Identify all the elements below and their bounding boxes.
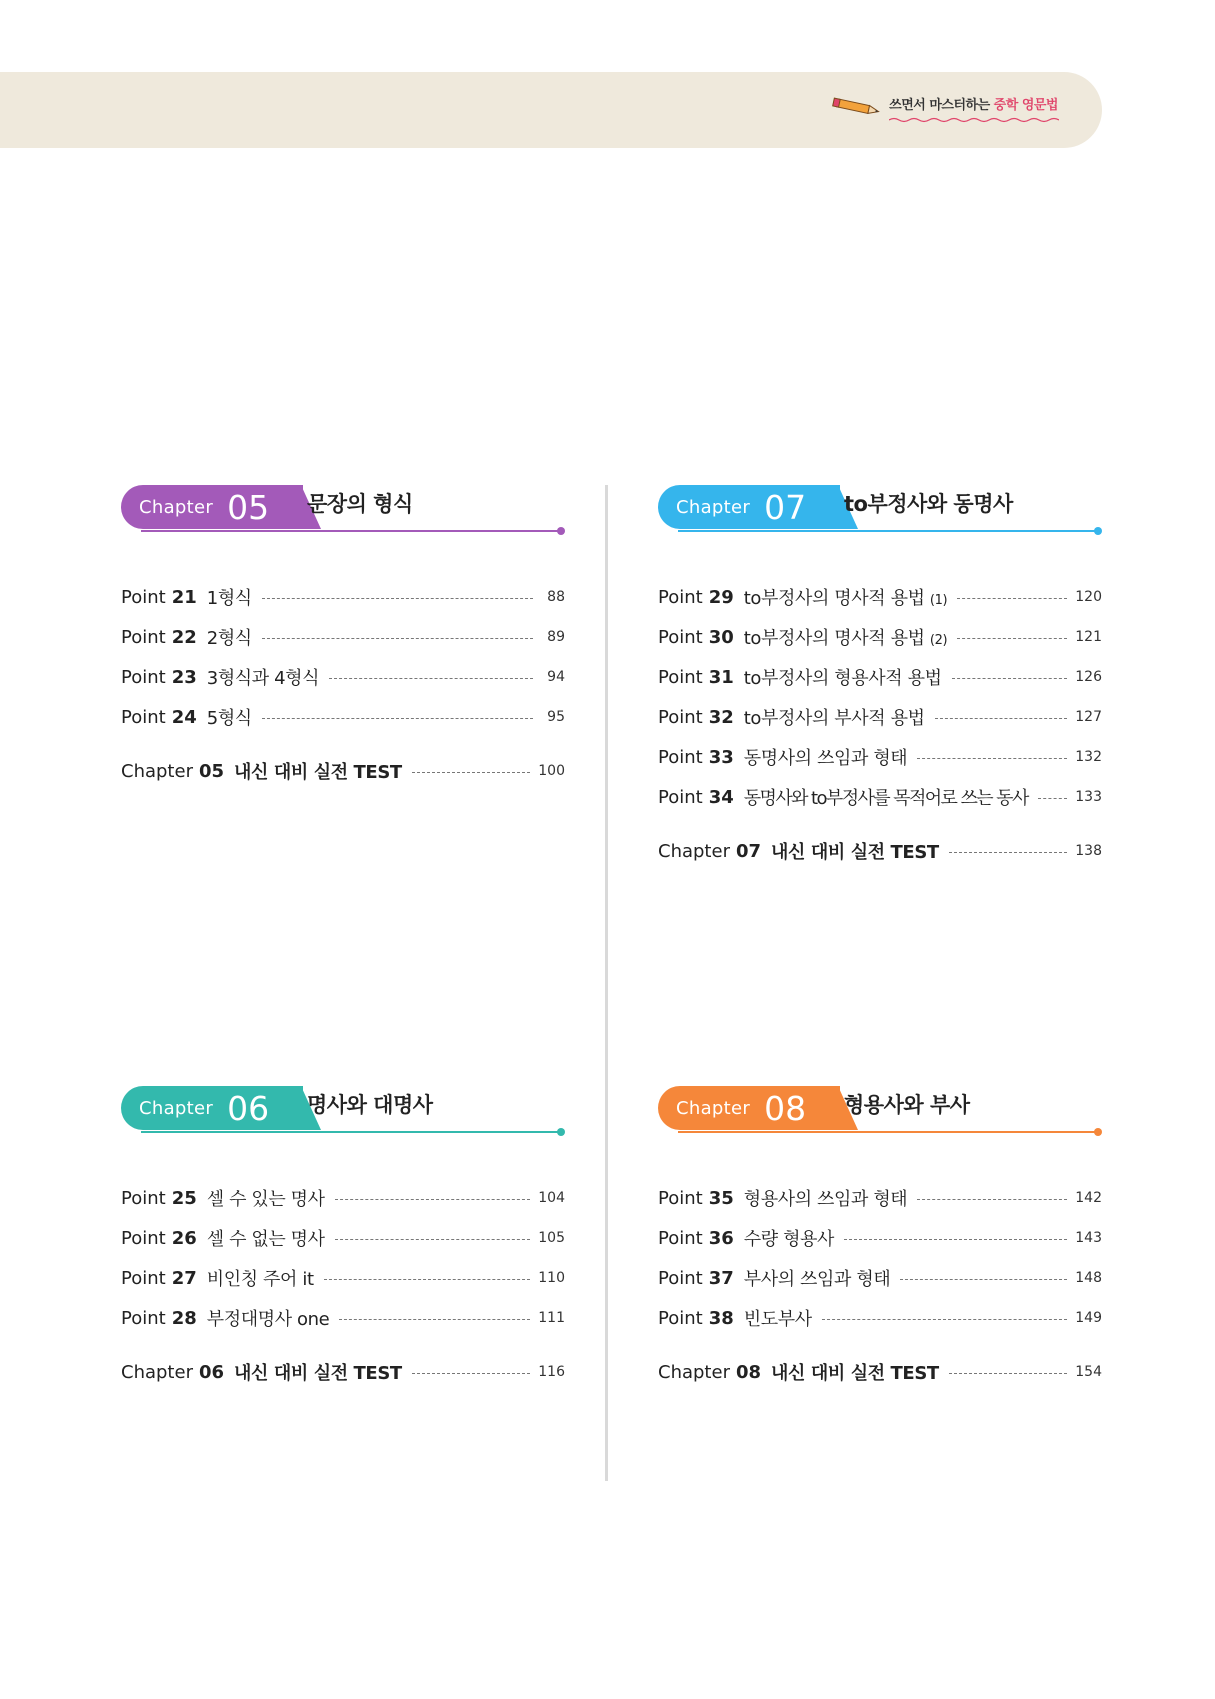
page-number: 148 <box>1075 1270 1102 1286</box>
chapter-test-item[interactable] <box>658 1352 1102 1392</box>
chapter-header <box>121 482 565 534</box>
list-item[interactable] <box>121 1178 565 1218</box>
point-label: Point <box>121 1187 166 1209</box>
list-item[interactable] <box>658 777 1102 817</box>
point-number: 27 <box>171 1267 197 1289</box>
point-number: 33 <box>708 746 734 768</box>
point-label: Point <box>658 626 703 648</box>
point-number: 28 <box>171 1307 197 1329</box>
point-number: 37 <box>708 1267 734 1289</box>
list-item[interactable] <box>658 577 1102 617</box>
point-label: Point <box>121 1227 166 1249</box>
header-band <box>0 72 1102 148</box>
leader-dots <box>329 678 533 679</box>
list-item[interactable] <box>658 1218 1102 1258</box>
leader-dots <box>957 598 1067 599</box>
page-number: 105 <box>538 1230 565 1246</box>
page-number: 100 <box>538 763 565 779</box>
leader-dots <box>844 1239 1067 1240</box>
point-label: Point <box>658 666 703 688</box>
point-list <box>121 577 565 791</box>
point-number: 25 <box>171 1187 197 1209</box>
point-label: Point <box>121 706 166 728</box>
point-title: 3형식과 4형식 <box>206 668 320 689</box>
leader-dots <box>1038 798 1068 799</box>
leader-dots <box>262 718 533 719</box>
chapter-number: 08 <box>764 1088 807 1128</box>
test-number: 07 <box>735 840 762 862</box>
list-item[interactable] <box>121 657 565 697</box>
page-number: 89 <box>547 629 565 645</box>
point-title: 셀 수 없는 명사 <box>206 1229 325 1250</box>
page-number: 120 <box>1075 589 1102 605</box>
point-label: Point <box>121 666 166 688</box>
leader-dots <box>935 718 1068 719</box>
leader-dots <box>917 758 1067 759</box>
test-number: 08 <box>735 1361 762 1383</box>
leader-dots <box>335 1239 531 1240</box>
chapter-badge <box>658 485 840 529</box>
list-item[interactable] <box>121 1218 565 1258</box>
chapter-badge <box>121 1086 303 1130</box>
page-number: 132 <box>1075 749 1102 765</box>
point-label: Point <box>658 1307 703 1329</box>
list-item[interactable] <box>658 617 1102 657</box>
page-number: 154 <box>1075 1364 1102 1380</box>
point-title: to부정사의 형용사적 용법 <box>743 668 942 689</box>
chapter-header <box>658 482 1102 534</box>
point-title-text: to부정사의 명사적 용법 <box>743 588 925 609</box>
page-number: 138 <box>1075 843 1102 859</box>
page-number: 126 <box>1075 669 1102 685</box>
point-title <box>744 624 947 650</box>
chapter-number: 06 <box>227 1088 270 1128</box>
leader-dots <box>339 1319 530 1320</box>
leader-dots <box>412 1373 530 1374</box>
point-title-suffix: (1) <box>929 593 948 608</box>
page-number: 94 <box>547 669 565 685</box>
brand-title-pre: 쓰면서 마스터하는 <box>889 98 994 113</box>
test-label: Chapter <box>658 840 730 862</box>
list-item[interactable] <box>121 697 565 737</box>
leader-dots <box>335 1199 531 1200</box>
chapter-title: 형용사와 부사 <box>844 1093 970 1117</box>
point-number: 34 <box>708 786 734 808</box>
leader-dots <box>949 1373 1067 1374</box>
point-title-suffix: (2) <box>929 633 948 648</box>
point-list <box>658 577 1102 871</box>
point-title: 1형식 <box>206 588 252 609</box>
point-title: 비인칭 주어 it <box>206 1269 314 1290</box>
chapter-underline <box>678 530 1098 532</box>
brand <box>831 94 1058 119</box>
page-number: 142 <box>1075 1190 1102 1206</box>
leader-dots <box>949 852 1067 853</box>
chapter-07 <box>658 482 1102 863</box>
page-number: 110 <box>538 1270 565 1286</box>
leader-dots <box>917 1199 1067 1200</box>
page-number: 88 <box>547 589 565 605</box>
list-item[interactable] <box>121 577 565 617</box>
chapter-title: 명사와 대명사 <box>307 1093 433 1117</box>
list-item[interactable] <box>658 1178 1102 1218</box>
point-label: Point <box>658 1267 703 1289</box>
point-list <box>121 1178 565 1392</box>
point-title: 2형식 <box>206 628 252 649</box>
chapter-06 <box>121 1083 565 1384</box>
chapter-underline <box>141 1131 561 1133</box>
pencil-icon <box>831 95 883 119</box>
test-label: Chapter <box>121 1361 193 1383</box>
chapter-08 <box>658 1083 1102 1384</box>
point-number: 29 <box>708 586 734 608</box>
point-label: Point <box>658 1187 703 1209</box>
point-number: 36 <box>708 1227 734 1249</box>
point-number: 26 <box>171 1227 197 1249</box>
test-title: 내신 대비 실전 TEST <box>771 842 939 863</box>
leader-dots <box>952 678 1068 679</box>
list-item[interactable] <box>121 617 565 657</box>
brand-title <box>889 94 1058 119</box>
leader-dots <box>957 638 1067 639</box>
chapter-underline <box>678 1131 1098 1133</box>
chapter-number: 07 <box>764 487 807 527</box>
chapter-underline-dot <box>557 1128 565 1136</box>
page-number: 95 <box>547 709 565 725</box>
point-title <box>744 584 947 610</box>
point-number: 23 <box>171 666 197 688</box>
chapter-underline-dot <box>557 527 565 535</box>
chapter-header <box>121 1083 565 1135</box>
point-number: 32 <box>708 706 734 728</box>
test-title: 내신 대비 실전 TEST <box>234 762 402 783</box>
point-number: 22 <box>171 626 197 648</box>
point-title: 부사의 쓰임과 형태 <box>743 1269 891 1290</box>
page-number: 127 <box>1075 709 1102 725</box>
point-number: 35 <box>708 1187 734 1209</box>
leader-dots <box>262 598 533 599</box>
test-number: 05 <box>198 760 225 782</box>
point-label: Point <box>121 1267 166 1289</box>
chapter-number: 05 <box>227 487 270 527</box>
test-title: 내신 대비 실전 TEST <box>234 1363 402 1384</box>
test-title: 내신 대비 실전 TEST <box>771 1363 939 1384</box>
chapter-underline-dot <box>1094 1128 1102 1136</box>
point-title: 빈도부사 <box>743 1309 812 1330</box>
chapter-title: to부정사와 동명사 <box>844 492 1013 516</box>
page-number: 116 <box>538 1364 565 1380</box>
point-label: Point <box>658 586 703 608</box>
chapter-badge <box>121 485 303 529</box>
point-title: 동명사의 쓰임과 형태 <box>743 748 908 769</box>
page-number: 111 <box>538 1310 565 1326</box>
point-title: 셀 수 있는 명사 <box>206 1189 325 1210</box>
chapter-word: Chapter <box>139 1097 214 1119</box>
chapter-word: Chapter <box>676 496 751 518</box>
point-title-text: to부정사의 명사적 용법 <box>743 628 925 649</box>
leader-dots <box>262 638 533 639</box>
leader-dots <box>900 1279 1067 1280</box>
point-number: 30 <box>708 626 734 648</box>
point-label: Point <box>121 626 166 648</box>
page-number: 133 <box>1075 789 1102 805</box>
list-item[interactable] <box>658 697 1102 737</box>
point-label: Point <box>121 1307 166 1329</box>
list-item[interactable] <box>658 1298 1102 1338</box>
column-divider <box>605 485 608 1481</box>
page-number: 121 <box>1075 629 1102 645</box>
point-label: Point <box>658 706 703 728</box>
chapter-test-item[interactable] <box>658 831 1102 871</box>
test-label: Chapter <box>121 760 193 782</box>
point-label: Point <box>121 586 166 608</box>
list-item[interactable] <box>121 1258 565 1298</box>
point-title: to부정사의 부사적 용법 <box>743 708 925 729</box>
page-number: 143 <box>1075 1230 1102 1246</box>
point-title: 수량 형용사 <box>743 1229 835 1250</box>
point-list <box>658 1178 1102 1392</box>
point-number: 38 <box>708 1307 734 1329</box>
point-number: 31 <box>708 666 734 688</box>
chapter-header <box>658 1083 1102 1135</box>
leader-dots <box>822 1319 1068 1320</box>
list-item[interactable] <box>658 737 1102 777</box>
chapter-word: Chapter <box>676 1097 751 1119</box>
chapter-05 <box>121 482 565 783</box>
chapter-underline <box>141 530 561 532</box>
point-title: 부정대명사 one <box>206 1309 330 1330</box>
point-label: Point <box>658 746 703 768</box>
list-item[interactable] <box>658 1258 1102 1298</box>
list-item[interactable] <box>658 657 1102 697</box>
point-title: 동명사와 to부정사를 목적어로 쓰는 동사 <box>743 788 1028 809</box>
chapter-test-item[interactable] <box>121 751 565 791</box>
point-number: 24 <box>171 706 197 728</box>
page-number: 149 <box>1075 1310 1102 1326</box>
wave-underline <box>889 117 1059 123</box>
point-label: Point <box>658 1227 703 1249</box>
chapter-badge <box>658 1086 840 1130</box>
leader-dots <box>324 1279 531 1280</box>
point-title: 형용사의 쓰임과 형태 <box>743 1189 908 1210</box>
test-label: Chapter <box>658 1361 730 1383</box>
chapter-word: Chapter <box>139 496 214 518</box>
point-title: 5형식 <box>206 708 252 729</box>
test-number: 06 <box>198 1361 225 1383</box>
point-number: 21 <box>171 586 197 608</box>
chapter-test-item[interactable] <box>121 1352 565 1392</box>
leader-dots <box>412 772 530 773</box>
chapter-underline-dot <box>1094 527 1102 535</box>
point-label: Point <box>658 786 703 808</box>
chapter-title: 문장의 형식 <box>307 492 413 516</box>
page-number: 104 <box>538 1190 565 1206</box>
list-item[interactable] <box>121 1298 565 1338</box>
brand-title-highlight: 중학 영문법 <box>993 98 1058 113</box>
